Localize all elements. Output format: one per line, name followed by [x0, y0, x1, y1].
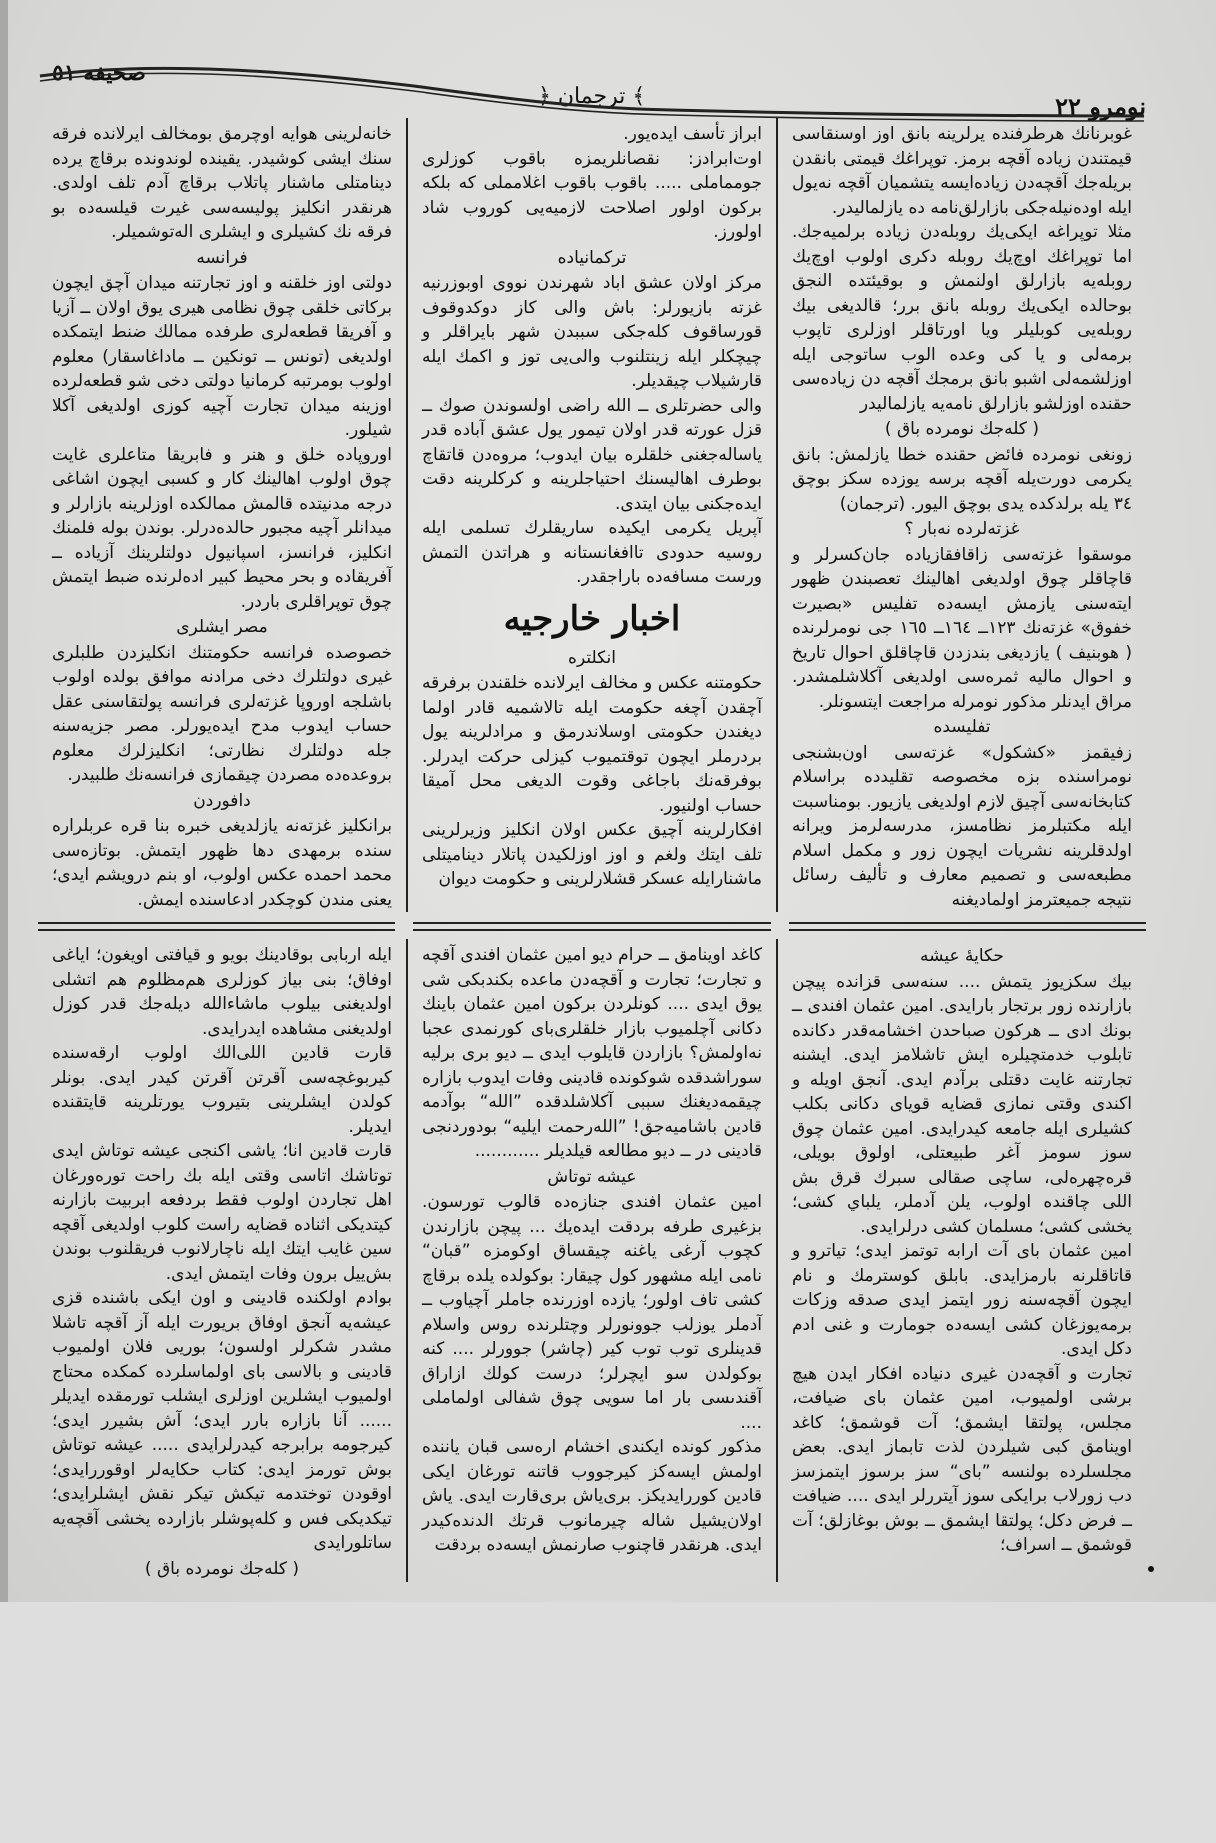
article-paragraph: آپريل يكرمى ايكيده ساريقلرك تسلمى ايله روسيه حدودى تاافغانستانه و هراتدن التمش ورست مسافه‌ده باراجقدر.	[422, 518, 762, 587]
ink-speck	[1148, 1566, 1154, 1572]
section-divider	[38, 922, 1146, 931]
issue-number: نومرو ٢٢	[1055, 92, 1146, 121]
article-paragraph: حكومتنه عكس و مخالف ايرلانده خلقندن برفرقه آچقدن آچغه حكومت ايله تالاشميه قادر اولما ديغندن حكومتى اوسلاندرمق و مرادلرينه يول بردرملر ايچون توقتميوب كيزلى حركت ايدرلر. بوفرقه‌نك باجاغى وقوت الديغى محل آميقا حساب اولنيور.	[422, 673, 762, 816]
article-paragraph: غوبرنانك هرطرفنده يرلرينه بانق اوز اوسنقاسى قيمتندن زياده آقچه برمز. توپراغك قيمتى بانقدن بريله‌جك آقچه‌دن زياده‌ايسه يتشميان آقچه نه‌يول ايله اوده‌نيله‌جكى بازارلق‌نامه ده يازلماليدر.	[792, 124, 1132, 218]
article-paragraph: بيك سكزيوز يتمش .... سنه‌سى قزانده پيچن بازارنده زور برتجار بارايدى. امين عثمان افندى ــ بونك ادى ــ هركون صباحدن اخشامه‌قدر دكانده تابلوب خدمتچيلره ايش تاشلامز ايدى. ايشنه تجارتنه غايت دقتلى برآدم ايدى. آنجق اويله و اكندى وقتى نمازى قضايه قوياى دكانى بكلب كشيلرى ايله جامعه كيدرايدى. امين عثمان چوق سوز سومز آغر طبيعتلى، اولوق بويلى، قره‌چهره‌لى، ساچى صقالى سبرك قرق بش اللى چاقنده اولوب، يلن آدملر، يلباي كشى؛ يخشى كشى؛ مسلمان كشى درلرايدى.	[792, 971, 1132, 1237]
article-paragraph: خصوصده فرانسه حكومتنك انكليزدن طلبلرى غيرى دولتلرك دخى مرادنه موافق بولده اولوب باشلجه اوروپا غزته‌لرى فرانسه پولتقاسنى عقل حساب ايدوب مدح ايده‌يورلر. مصر جزيه‌سنه جله دولتلرك نظارتى؛ انكليزلرك معلوم بروعده‌ده مصردن چيقمازى فرانسه‌نك طلبيدر.	[52, 642, 392, 785]
article-paragraph: ايله اربابى بوقادينك بويو و قيافتى اويغون؛ اياغى اوفاق؛ بنى بياز كوزلرى هم‌مظلوم هم اتشلى اولديغنى بيلوب ماشاءالله ديله‌جك قدر كوزل اولديغنى مشاهده ايدرايدى.	[52, 945, 392, 1039]
article-paragraph: خانه‌لرينى هوايه اوچرمق بومخالف ايرلانده فرقه سنك ايشى كوشيدر. يقينده لوندونده برقاچ يرده دينامتلى ماشنار پاتلاب برقاچ آدم تلف اولدى. هرنقدر انكليز پوليسه‌سى غيرت قيلسه‌ده بو فرقه نك كشيلرى و ايشلرى اله‌توشميلر.	[52, 124, 392, 242]
page-number: صحيفه ٥١	[52, 60, 146, 86]
article-paragraph: قارت قادين اللى‌الك اولوب ارقه‌سنده كيربوغچه‌سى آقرتن آقرتن كيدر ايدى. بونلر كولدن ايشلرينى بتيروب يورتلرينه قايتقنده ايديلر.	[52, 1043, 392, 1137]
article-paragraph: زفيقمز «كشكول» غزته‌سى اون‌بشنجى نومراسنده بزه مخصوصه تقليدده براسلام كتابخانه‌سى آچيق لازم اولديغى يازيور. بومناسبت ايله مكتبلرمز نظامسز، مدرسه‌لرمز ويرانه اولدقلرينه نشريات ايچون زور و مكمل اسلام مطبعه‌سى و تصميم معارف و تأليف رسائل نتيجه جميعترمز اولماديغنه	[792, 742, 1132, 910]
story-column-right	[778, 939, 1146, 1582]
article-paragraph: مركز اولان عشق اباد شهرندن نووى اوبوزرنيه غزته بازيورلر: باش والى كاز دوكدوقوف قورساقوف كله‌جكى سببدن شهر بايراقلر و چيچكلر ايله زينتلنوب والى‌يى توز و اكمك ايله قارشيلاب چيقديلر.	[422, 273, 762, 391]
section-heading: عيشه توتاش	[547, 1166, 637, 1187]
continued-note: ( كله‌جك نومرده باق )	[884, 419, 1040, 439]
article-paragraph: امين عثمان باى آت ارابه توتمز ايدى؛ تياترو و قاتاقلرنه بارمزايدى. بابلق كوسترمك و نام ايچون آقچه‌سنه زور ايتمز ايدى صدقه وزكات برمه‌يوزغان كشى ايسه‌ده جومارت و غنى ادم دكل ايدى.	[792, 1241, 1132, 1359]
article-paragraph: مذكور كونده ايكندى اخشام اره‌سى قبان ياننده اولمش ايسه‌كز كيرجووب قاتنه تورغان ايكى قادين كوررايديكز. برى‌ياش برى‌قارت ايدى. ياش اولان‌يشيل شاله چيرمانوب قرتك الدنده‌كيدر ايدى. هرنقدر قاچنوب صارنمش ايسه‌ده بردقت	[422, 1437, 762, 1555]
article-paragraph: قارت قادين انا؛ ياشى اكنجى عيشه توتاش ايدى توتاشك اتاسى وقتى ايله بك راحت توره‌ورغان اهل تجاردن اولوب فقط بردفعه ابربيت بازارنه كيتديكى اثناده قضايه راست كلوب اولديغى آقچه سين غايب ايتك ايله ناچارلانوب فريقلنوب بوندن بش‌ييل برون وفات ايتمش ايدى.	[52, 1141, 392, 1284]
section-heading: دافوردن	[193, 790, 251, 811]
section-divider-rule	[413, 922, 770, 931]
section-divider-rule	[789, 922, 1146, 931]
news-column-middle	[408, 118, 778, 912]
article-paragraph: افكارلرينه آچيق عكس اولان انكليز وزيرلرينى تلف ايتك ولغم و اوز اوزلكيدن پاتلار ديناميتلى ماشنارايله عسكر قشلارلرينى و حكومت ديوان	[422, 820, 762, 889]
section-divider-rule	[38, 922, 395, 931]
section-heading: فرانسه	[196, 247, 248, 268]
article-paragraph: اوت‌ابرادز: نقصانلريمزه باقوب كوزلرى جومماملى ..... باقوب باقوب اغلامملى كه بلكه بركون اولور اصلاحت لازميه‌يى كوروب شاد اولورز.	[422, 148, 762, 242]
article-paragraph: زونغى نومرده فائض حقنده خطا يازلمش: بانق يكرمى دورت‌يله آقچه برسه يوزده سكز بوچق ٣٤ يله برلدكده يدى بوچق اليور. (ترجمان)	[792, 444, 1132, 514]
article-paragraph: اوروپاده خلق و هنر و فابريقا متاعلرى غايت چوق اولوب اهالينك كار و كسبى ايچون اشاغى درجه مدنيتده قالمش ممالكده اوزلرينه بازارلر و ميدانلر آچيه مجبور حالده‌درلر. بوندن بوله فلمنك انكليز، فرانسز، اسپانيول دولتلرينك آزياده ــ آفريقاده و بحر محيط كبير ادەلرنده ضبط ايتمش چوق توپراقلرى باردر.	[52, 444, 392, 612]
article-paragraph: دولتى اوز خلقنه و اوز تجارتنه ميدان آچق ايچون بركاتى خلقى چوق نظامى هيرى يوق اولان ــ آزيا و آفريقا قطعه‌لرى طرفده ممالك ضنط ايتمكده اولديغى (تونس ــ تونكين ــ ماداغاسقار) معلوم اولوب بومرتبه كرمانيا دولتى دخى شو قطعه‌لرده اوزينه ميدان تجارت آچيه كوزى اولديغى آكلا شيلور.	[52, 273, 392, 440]
article-paragraph: امين عثمان افندى جنازه‌ده قالوب تورسون. بزغيرى طرفه بردقت ايده‌يك ... پيچن بازارندن كچوب آرغى ياغنه چيقساق اوكومزه ”قبان“ نامى ايله مشهور كول چيقار: بوكولده يلده برقاچ كشى تاف اولور؛ يازده اوزرنده جاملر آچياوب ــ آدملر يوزلب جوونورلر وچتلرنده روس واسلام قدينلرى توب توب كير (چاشر) جوورلر .... كنه بوكولدن سو ايچرلر؛ درست كولك ازاراق آقندىسى بار اما سويى چوق شفالى اولماملى ....	[422, 1192, 762, 1433]
article-paragraph: كاغد اوينامق ــ حرام ديو امين عثمان افندى آقچه و تجارت؛ تجارت و آقچه‌دن ماعده بكندبكى شى يوق ايدى .... كونلردن بركون امين عثمان باينك دكانى آچلميوب بازار خلقلرى‌باى كورنمدى عجبا نه‌اولمش؟ بازاردن قايلوب ايدى ــ ديو برى برليه سوراشدقده شوكونده قادينى وفات ايدوب بازاره چيقمه‌ديغنك سببى آكلاشلدقده ”الله“ بوآدمه قادين باشاميه‌جق! ”الله‌رحمت ايليه“ بودوردنجى قادينى در ــ ديو مطالعه قيلديلر ............	[422, 945, 762, 1161]
article-paragraph: مثلا توپراغه ايكى‌يك روبله‌دن زياده برلميه‌جك. اما توپراغك اوچ‌يك روبله دكرى اولوب اوچ‌يك روبله‌يه بازارلق اولنمش و بوقيئتده النجق بوحالده ايكى‌يك روبله بانق برر؛ قالديغى بيك روبله‌يى كوبليلر ويا اورتاقلر اوزلرى تاپوب برمه‌لى و يا كى وعده الوب ساتوجى ايله اوزلشمه‌لى اشبو بانق برمجك آقچه دن زياده‌سى حقنده اوزلشو بازارلق نامه‌يه يازلماليدر	[792, 222, 1132, 414]
story-section	[38, 939, 1146, 1582]
newspaper-title: ﴿ ترجمان ﴾	[538, 84, 646, 109]
article-paragraph: برانكليز غزته‌نه يازلديغى خبره بنا قره عربلراره سنده برمهدى دها ظهور ايتمش. بوتازه‌سى محمد احمده عكس اولوب، او بنم درويشم ايدى؛ يعنى مندن كوچكدر ادعاسنده ايمش.	[52, 816, 392, 910]
story-column-left	[38, 939, 408, 1582]
masthead-rule	[38, 64, 1146, 124]
masthead	[38, 0, 1146, 121]
section-heading: تفليسده	[933, 717, 991, 737]
section-heading: غزته‌لرده نه‌بار ؟	[904, 519, 1020, 539]
section-heading: انكلتره	[568, 647, 616, 668]
article-paragraph: بوادم اولكنده قادينى و اون ايكى باشنده قزى عيشه‌يه آنجق اوفاق بريورت ايله آز آقچه تاشلا مشدر شكرلر اولسون؛ بوريى فلان اولميوب قادينى و بالاسى باى اولماسلرده كمكده محتاج اولميوب ايشلرين اوزلرى ايشلب تورمقده ايديلر ...... آنا بازاره بارر ايدى؛ آش بشيرر ايدى؛ كيرجومه برابرجه كيدرلرايدى ..... عيشه توتاش بوش تورمز ايدى: كتاب حكايه‌لر اوقوررايدى؛ اوقودن توختدمه تيكش تيكر نقش ايشلرايدى؛ تيكديكى فس و كله‌پوشلر بازارده يخشى آقچه‌يه ساتلورايدى	[52, 1288, 392, 1553]
news-column-left	[38, 118, 408, 912]
section-heading: تركمانيادە	[557, 247, 627, 268]
news-column-right	[778, 118, 1146, 912]
article-paragraph: تجارت و آقچه‌دن غيرى دنياده افكار ايدن هيچ برشى اولميوب، امين عثمان باى ضيافت، مجلس، پولتقا ايشمق؛ آت قوشمق؛ كاغد اوينامق كبى شيلردن لذت تابماز ايدى. بعض مجلسلرده بولنسه ”باى“ سز برسوز ايتمزسز دب زورلاب برايكى سوز آيتررلر ايدى .... ضيافت ــ فرض دكل؛ پولتقا ايشمق ــ بوش بوغازلق؛ آت قوشمق ــ اسراف؛	[792, 1363, 1132, 1555]
article-paragraph: والى حضرتلرى ــ الله راضى اولسوندن صوك ــ قزل عورته قدر اولان تيمور يول عشق آباده قدر ياساله‌جغنى خلقلره بيان ايدوب؛ مروه‌دن قاتقاچ بوطرف اهاليسنك احتياجلرينه و كركلرينه دقت ايده‌جكنى بيان ايتدى.	[422, 395, 762, 514]
article-paragraph: ابراز تأسف ايده‌يور.	[623, 124, 762, 144]
foreign-news-banner: اخبار خارجيه	[503, 598, 681, 639]
story-column-middle	[408, 939, 778, 1582]
article-paragraph: موسقوا غزته‌سى زاقافقازياده جان‌كسرلر و قاچاقلر چوق اولديغى اهالينك تعصبندن ظهور ايته‌سنى يازمش ايسه‌ده تفليس «بصيرت خفوق» غزته‌نك ١٢٣ــ ١٦٤ــ ١٦٥ جى نومرلرنده ( هوبنيف ) يازديغى بندزدن قاچاقلق احوال تاريخ و احوال ماليه ثمره‌سى اولديغى آكلاشلمشدر. مراق ايدنلر مذكور نومرله مراجعت ايتسونلر.	[792, 544, 1132, 712]
news-section	[38, 118, 1146, 912]
continued-note: ( كله‌جك نومرده باق )	[144, 1558, 300, 1579]
section-heading: حكايهٔ عيشه	[920, 946, 1004, 966]
section-heading: مصر ايشلرى	[176, 617, 268, 637]
